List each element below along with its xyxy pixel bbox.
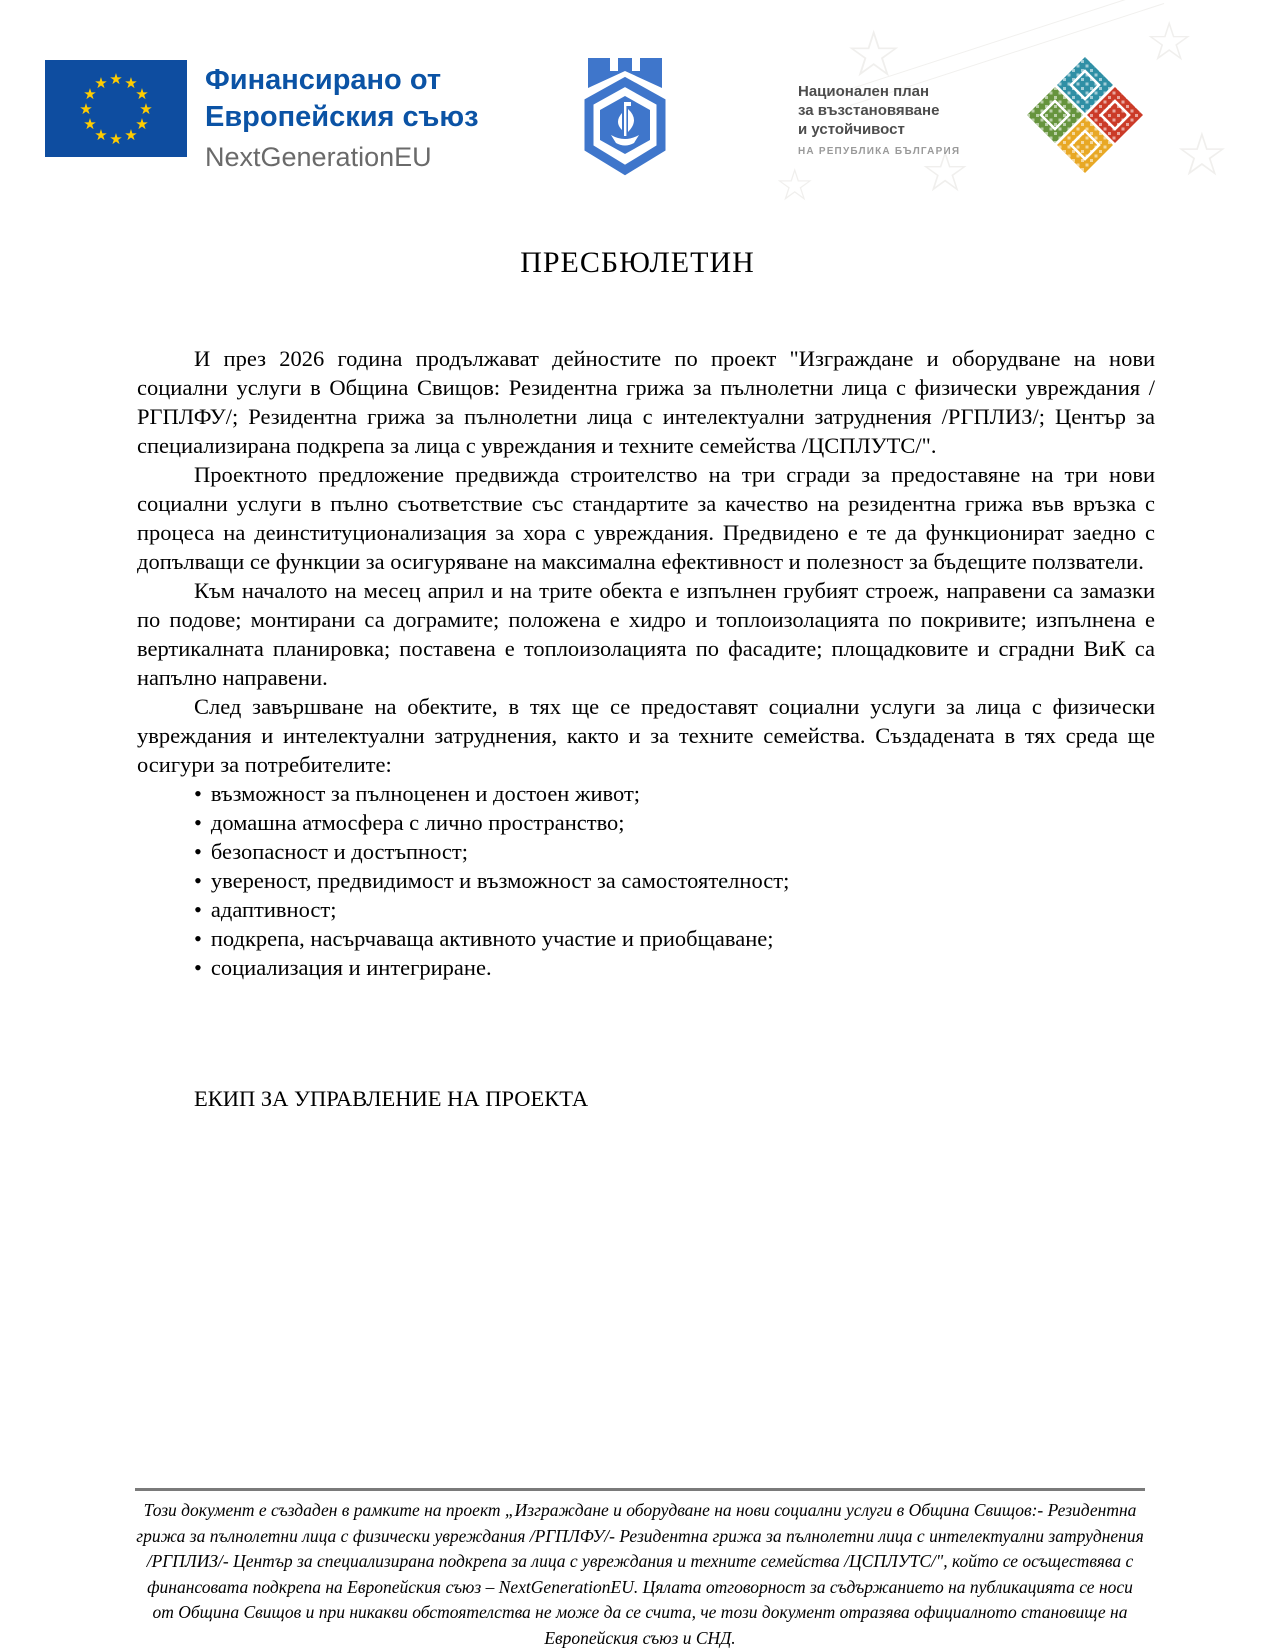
bullet-marker: •	[194, 781, 202, 806]
list-item	[194, 866, 1155, 895]
recovery-plan-emblem-icon	[1000, 42, 1170, 192]
list-item-text: безопасност и достъпност;	[210, 839, 468, 864]
document-body	[137, 344, 1155, 1113]
eu-funded-by-line1: Финансирано от	[205, 64, 442, 96]
svg-text:★: ★	[109, 130, 123, 148]
recovery-plan-title-line2: за възстановяване	[798, 102, 940, 119]
eu-funding-logo	[45, 60, 479, 176]
recovery-plan-title-line1: Национален план	[798, 83, 930, 100]
decor-star-outline: ☆	[1175, 120, 1229, 190]
svg-text:★: ★	[83, 115, 97, 133]
paragraph: Проектното предложение предвижда строителство на три сгради за предоставяне на три нови социални услуги в пълно съответствие със стандартите за качество на резидентна грижа във връзка с процеса на деинституционализация за хора с увреждания. Предвидено е те да функционират заедно с допълващи се функции за осигуряване на максимална ефективност и полезност за бъдещите ползватели.	[137, 462, 1155, 574]
svg-text:★: ★	[83, 85, 97, 103]
bullet-marker: •	[194, 926, 202, 951]
paragraph: Към началото на месец април и на трите обекта е изпълнен грубият строеж, направени са замазки по подове; монтирани са дограмите; положена е хидро и топлоизолацията по покривите; изпълнена е вертикалната планировка; поставена е топлоизолацията по фасадите; площадковите и сградни ВиК са напълно направени.	[137, 578, 1155, 690]
paragraph: След завършване на обектите, в тях ще се предоставят социални услуги за лица с физически увреждания и интелектуални затруднения, както и за техните семейства. Създадената в тях среда ще осигури за потребителите:	[137, 694, 1155, 777]
list-item	[194, 808, 1155, 837]
bullet-marker: •	[194, 810, 202, 835]
list-item-text: домашна атмосфера с лично пространство;	[210, 810, 625, 835]
svg-text:★: ★	[109, 70, 123, 88]
svg-text:★: ★	[124, 126, 138, 144]
svg-text:★: ★	[135, 115, 149, 133]
decor-star-outline: ☆	[920, 140, 971, 205]
list-item	[194, 924, 1155, 953]
svg-text:★: ★	[94, 74, 108, 92]
footer-disclaimer: Този документ е създаден в рамките на проект „Изграждане и оборудване на нови социални услуги в Община Свищов:- Резидентна грижа за пълнолетни лица с физически увреждания /РГПЛФУ/- Резидентна грижа за пълнолетни лица с интелектуални затруднения /РГПЛИЗ/- Център за специализирана подкрепа за лица с увреждания и техните семейства /ЦСПЛУТС/", който се осъществява с финансовата подкрепа на Европейския съюз – NextGenerationEU. Цялата отговорност за съдържанието на публикацията се носи от Община Свищов и при никакви обстоятелства не може да се счита, че този документ отразява официалното становище на Европейския съюз и СНД.	[136, 1500, 1144, 1648]
list-item-text: възможност за пълноценен и достоен живот;	[210, 781, 641, 806]
eu-flag-icon	[45, 60, 187, 157]
list-item	[194, 953, 1155, 982]
list-item	[194, 779, 1155, 808]
nextgeneration-eu-label: NextGenerationEU	[205, 142, 432, 172]
svg-text:★: ★	[79, 100, 93, 118]
list-item-text: подкрепа, насърчаваща активното участие и приобщаване;	[210, 926, 774, 951]
eu-funded-by-line2: Европейския съюз	[205, 101, 479, 133]
decor-star-outline: ☆	[845, 18, 903, 92]
svg-text:★: ★	[135, 85, 149, 103]
svg-text:★: ★	[124, 74, 138, 92]
svishtov-coat-of-arms-icon	[575, 58, 675, 183]
recovery-plan-title-line3: и устойчивост	[798, 121, 905, 138]
eu-funding-text	[205, 60, 479, 176]
footer	[135, 1488, 1145, 1650]
bullet-marker: •	[194, 897, 202, 922]
page-title: ПРЕСБЮЛЕТИН	[520, 246, 755, 279]
list-item-text: социализация и интегриране.	[210, 955, 492, 980]
bullet-marker: •	[194, 839, 202, 864]
list-item	[194, 895, 1155, 924]
list-item-text: адаптивност;	[210, 897, 337, 922]
paragraph: И през 2026 година продължават дейностите по проект "Изграждане и оборудване на нови социални услуги в Община Свищов: Резидентна грижа за пълнолетни лица с физически увреждания /РГПЛФУ/; Резидентна грижа за пълнолетни лица с интелектуални затруднения /РГПЛИЗ/; Център за специализирана подкрепа за лица с увреждания и техните семейства /ЦСПЛУТС/".	[137, 346, 1155, 458]
list-item-text: увереност, предвидимост и възможност за самостоятелност;	[210, 868, 790, 893]
recovery-plan-logo-text	[798, 82, 960, 157]
bullet-marker: •	[194, 868, 202, 893]
recovery-plan-subtitle: НА РЕПУБЛИКА БЪЛГАРИЯ	[798, 146, 961, 157]
svg-text:★: ★	[94, 126, 108, 144]
decor-star-outline: ☆	[775, 160, 815, 211]
bullet-marker: •	[194, 955, 202, 980]
team-heading: ЕКИП ЗА УПРАВЛЕНИЕ НА ПРОЕКТА	[194, 1086, 589, 1111]
bullet-list	[137, 779, 1155, 982]
decor-star-outline: ☆	[1145, 10, 1194, 73]
svg-text:★: ★	[139, 100, 153, 118]
list-item	[194, 837, 1155, 866]
